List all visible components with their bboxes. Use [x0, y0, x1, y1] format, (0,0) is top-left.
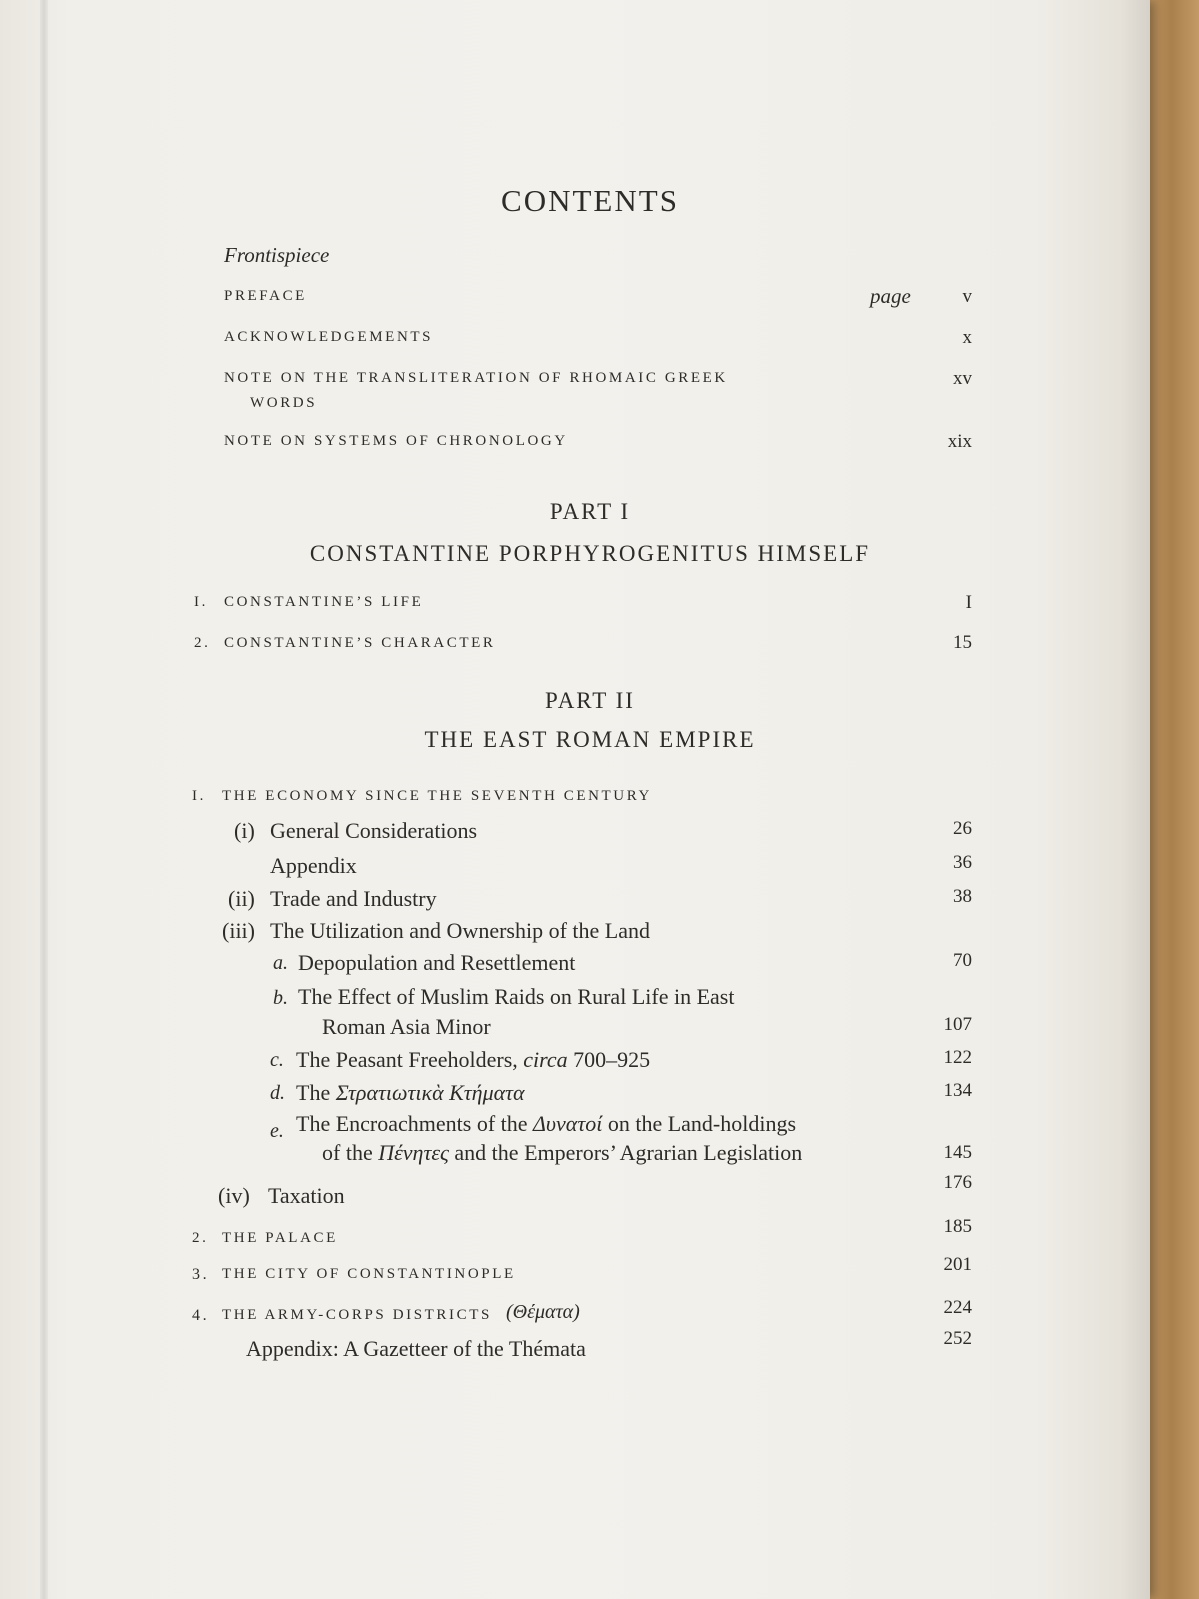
toc-preface-label: PREFACE [224, 288, 307, 304]
section-iv-number: (iv) [218, 1183, 250, 1208]
gazetteer-appendix-label: Appendix: A Gazetteer of the Thémata [246, 1336, 586, 1361]
part1-ch2-label: CONSTANTINE’S CHARACTER [224, 635, 496, 651]
subsection-e-label-line1 [296, 1111, 796, 1137]
part2-ch4-number: 4. [192, 1307, 210, 1324]
part1-ch2-page: 15 [953, 632, 972, 653]
subsection-e-greek-1: Δυνατοί [533, 1111, 603, 1136]
part2-ch4-label: THE ARMY-CORPS DISTRICTS [222, 1307, 492, 1323]
part2-ch4-page: 224 [943, 1297, 972, 1318]
subsection-b-letter: b. [273, 987, 288, 1009]
subsection-c-page: 122 [943, 1047, 972, 1068]
subsection-e-greek-2: Πένητες [378, 1140, 449, 1165]
toc-transliteration-page: xv [953, 368, 972, 389]
subsection-d-letter: d. [270, 1082, 285, 1104]
page-gutter-shadow [40, 0, 48, 1599]
subsection-c-circa: circa [523, 1047, 568, 1072]
subsection-e-text-post: on the Land-holdings [607, 1111, 797, 1136]
subsection-d-greek: Στρατιωτικὰ Κτήματα [335, 1080, 525, 1105]
part1-ch2-number: 2. [194, 635, 211, 651]
part2-ch2-label: THE PALACE [222, 1230, 338, 1246]
page-edge-shadow [1120, 0, 1150, 1599]
part2-ch4-greek: (Θέματα) [506, 1301, 580, 1323]
toc-transliteration-label-line1: NOTE ON THE TRANSLITERATION OF RHOMAIC GREEK [224, 370, 728, 386]
section-ii-number: (ii) [228, 886, 255, 911]
subsection-e-text-pre: The Encroachments of the [296, 1111, 528, 1136]
part1-ch1-page: I [965, 592, 972, 613]
subsection-e-line2-pre: of the [322, 1140, 373, 1165]
subsection-c-label [296, 1047, 650, 1073]
section-iv-label: Taxation [268, 1183, 345, 1208]
section-i-page: 26 [953, 818, 972, 839]
part1-ch1-label: CONSTANTINE’S LIFE [224, 594, 424, 610]
subsection-c-letter: c. [270, 1049, 284, 1071]
section-iii-label: The Utilization and Ownership of the Land [270, 918, 651, 943]
subsection-e-page: 145 [943, 1142, 972, 1163]
part2-title: THE EAST ROMAN EMPIRE [424, 727, 756, 752]
part2-ch3-page: 201 [943, 1254, 972, 1275]
section-appendix-label: Appendix [270, 853, 357, 878]
toc-acknowledgements-label: ACKNOWLEDGEMENTS [224, 329, 434, 345]
toc-preface-page: v [962, 286, 972, 307]
section-appendix-page: 36 [953, 852, 972, 873]
page-word: page [870, 284, 911, 308]
subsection-a-label: Depopulation and Resettlement [298, 950, 576, 975]
subsection-c-text-pre: The Peasant Freeholders, [296, 1047, 518, 1072]
subsection-b-label-line2: Roman Asia Minor [322, 1014, 491, 1039]
subsection-d-label [296, 1080, 525, 1106]
part2-ch2-number: 2. [192, 1230, 209, 1246]
contents-title: CONTENTS [501, 183, 679, 218]
part2-ch2-page: 185 [943, 1216, 972, 1237]
toc-acknowledgements-page: x [962, 327, 972, 348]
toc-transliteration-label-line2: WORDS [250, 395, 318, 411]
subsection-b-label-line1: The Effect of Muslim Raids on Rural Life in East [298, 984, 735, 1009]
subsection-c-dates: 700–925 [573, 1047, 651, 1072]
gazetteer-appendix-page: 252 [943, 1328, 972, 1349]
part1-title: CONSTANTINE PORPHYROGENITUS HIMSELF [309, 541, 871, 566]
frontispiece-label: Frontispiece [224, 243, 330, 267]
section-i-label: General Considerations [270, 818, 478, 843]
subsection-d-text-pre: The [296, 1080, 331, 1105]
part2-ch3-number: 3. [192, 1266, 210, 1283]
toc-chronology-label: NOTE ON SYSTEMS OF CHRONOLOGY [224, 433, 568, 449]
part2-ch1-number: I. [192, 788, 206, 804]
toc-chronology-page: xix [947, 431, 972, 452]
subsection-e-label-line2 [322, 1140, 802, 1166]
subsection-e-letter: e. [270, 1120, 284, 1142]
section-iii-number: (iii) [222, 918, 255, 943]
part2-heading: PART II [545, 688, 635, 713]
subsection-a-letter: a. [273, 952, 288, 974]
subsection-d-page: 134 [943, 1080, 972, 1101]
part2-ch3-label: THE CITY OF CONSTANTINOPLE [222, 1266, 516, 1282]
part1-heading: PART I [549, 499, 631, 524]
subsection-a-page: 70 [953, 950, 972, 971]
part1-ch1-number: I. [194, 594, 208, 610]
subsection-e-line2-post: and the Emperors’ Agrarian Legislation [454, 1140, 803, 1165]
section-ii-page: 38 [953, 886, 972, 907]
subsection-b-page: 107 [943, 1014, 972, 1035]
section-i-number: (i) [234, 818, 255, 843]
part2-ch1-label: THE ECONOMY SINCE THE SEVENTH CENTURY [222, 788, 652, 804]
section-iv-page: 176 [943, 1172, 972, 1193]
section-ii-label: Trade and Industry [270, 886, 437, 911]
